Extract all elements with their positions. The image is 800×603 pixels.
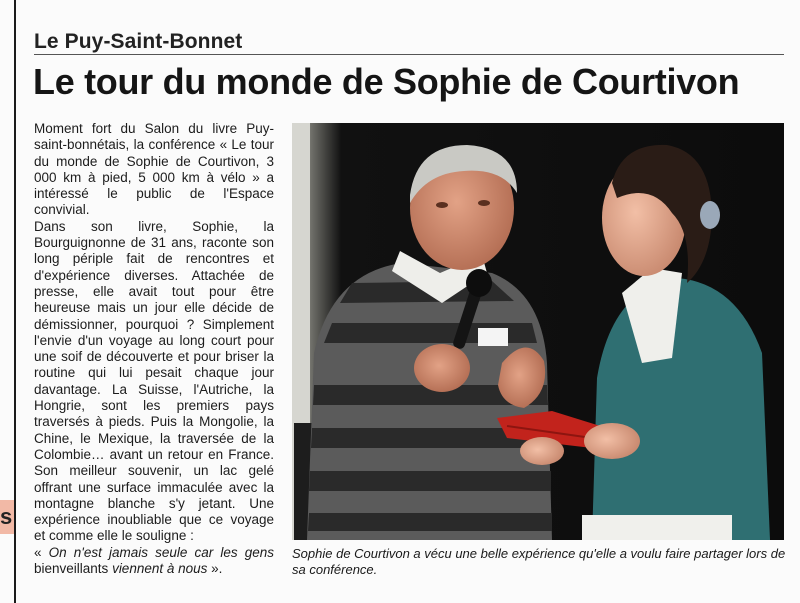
quote-text-normal: bienveillants: [34, 561, 109, 577]
margin-letter: s: [0, 500, 14, 534]
quote-open-mark: «: [34, 544, 42, 560]
quote-text-part2: viennent à nous: [112, 561, 208, 577]
article-body: [34, 121, 274, 577]
article-photo: [292, 123, 784, 540]
quote-close-mark: ».: [211, 561, 223, 577]
photo-illustration: [292, 123, 784, 540]
photo-caption: Sophie de Courtivon a vécu une belle expérience qu'elle a voulu faire partager lors de sa conférence.: [292, 546, 786, 577]
kicker-divider: [34, 54, 784, 55]
article-paragraph: Moment fort du Salon du livre Puy-saint-bonnétais, la conférence « Le tour du monde de Sophie de Courtivon, 3 000 km à pied, 5 000 km à vélo » a intéressé le public de l'Espace convivial.: [34, 121, 274, 218]
quote-text-part1: On n'est jamais seule car les gens: [48, 544, 274, 560]
article-headline: Le tour du monde de Sophie de Courtivon: [33, 61, 740, 102]
column-divider: [14, 0, 16, 603]
location-kicker: Le Puy-Saint-Bonnet: [34, 30, 243, 53]
article-paragraph: Dans son livre, Sophie, la Bourguignonne de 31 ans, raconte son long périple fait de rencontres et d'expérience diverses. Attachée de presse, elle avait tout pour être heureuse mais un jour elle décide de démissionner, pourquoi ? Simplement l'envie d'un voyage au long court pour une soif de découverte et pour briser la routine qui lui pesait chaque jour davantage. La Suisse, l'Autriche, la Hongrie, sont les premiers pays traversés à pieds. Puis la Mongolie, la Chine, le Mexique, la traversée de la Colombie… avant un retour en France. Son meilleur souvenir, un lac gelé offrant une surface immaculée avec la montagne blanche s'y jetant. Une expérience inoubliable que ce voyage et comme elle le souligne :: [34, 218, 274, 544]
article-quote: [34, 545, 274, 578]
